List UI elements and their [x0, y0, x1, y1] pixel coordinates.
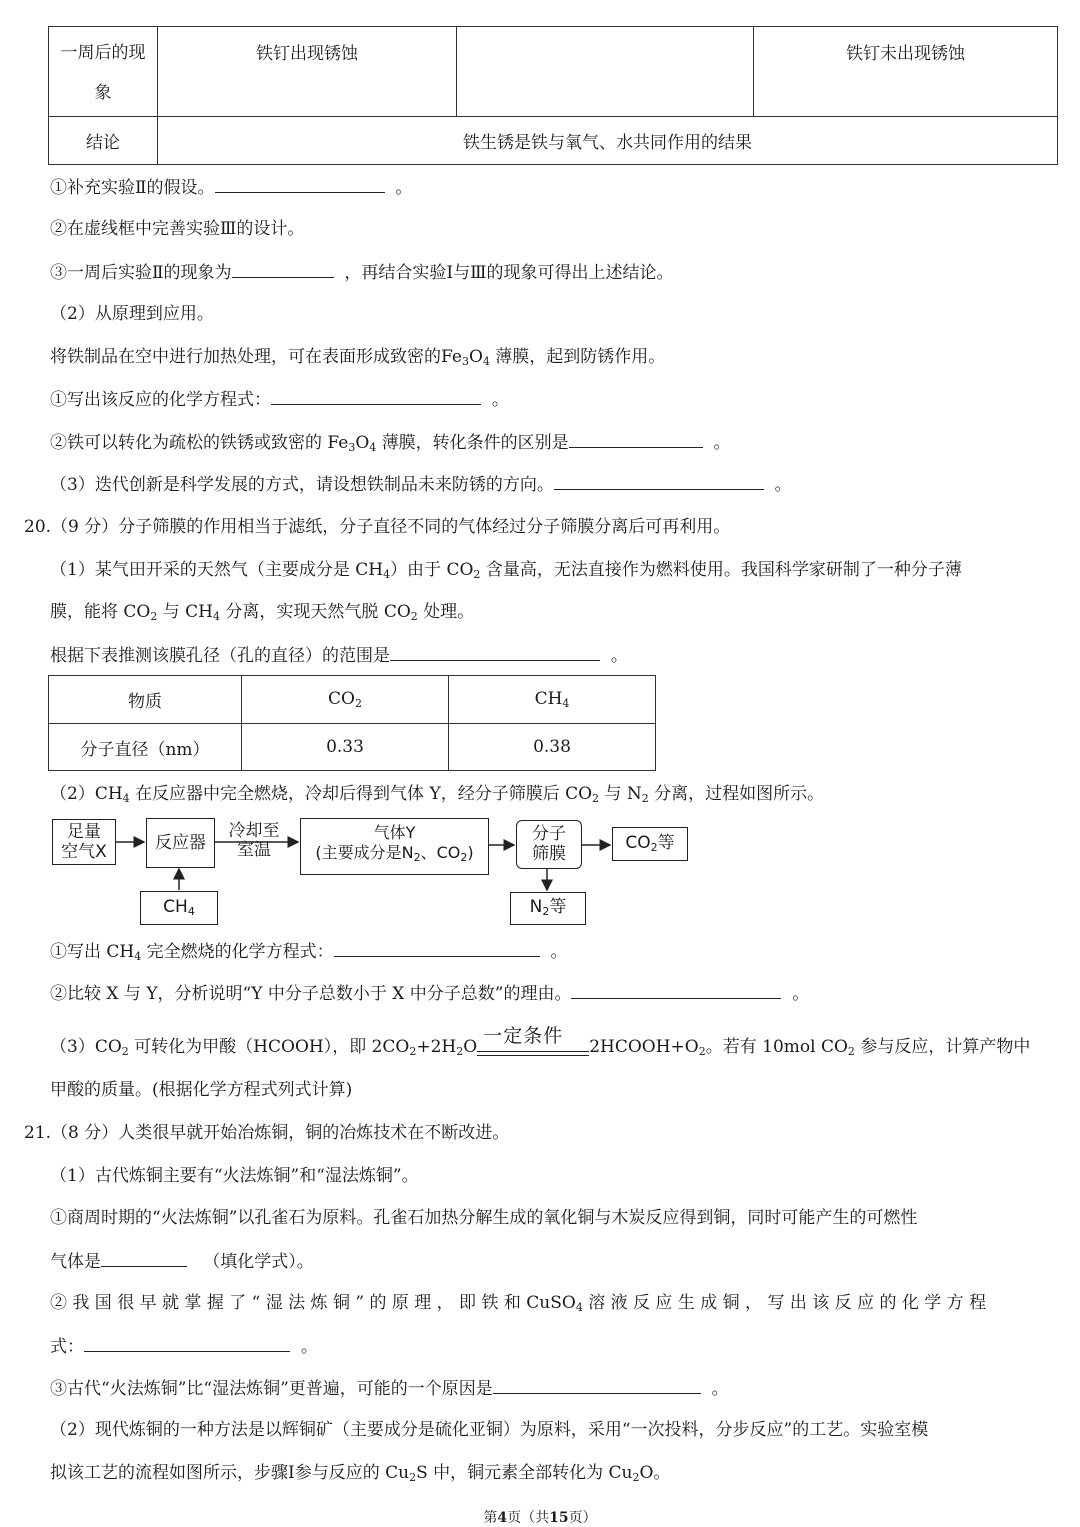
text: 含量高，无法直接作为燃料使用。我国科学家研制了一种分子薄 — [485, 560, 962, 580]
q20-part3-line1 — [50, 1025, 1031, 1063]
footer-suffix: 页） — [568, 1510, 597, 1526]
answer-blank[interactable] — [493, 1377, 701, 1394]
formula-sub: 4 — [213, 610, 221, 623]
text: 完全燃烧的化学方程式： — [146, 942, 334, 962]
air-label-line2: 空气X — [61, 842, 107, 862]
cell-exp1 — [158, 27, 457, 117]
q19-part2-q2-text-b: 薄膜，转化条件的区别是 — [381, 433, 569, 453]
formula-fe: Fe — [327, 433, 349, 453]
header-ch4 — [449, 676, 656, 724]
footer-prefix: 第 — [483, 1510, 498, 1526]
sieve-label-line2: 筛膜 — [532, 844, 566, 864]
header-substance — [49, 676, 242, 724]
text: 与 N — [604, 784, 642, 804]
row-label-diameter — [49, 724, 242, 771]
reaction-condition — [477, 1025, 589, 1063]
formula-sub: 2 — [409, 1471, 417, 1484]
value-co2 — [242, 724, 449, 771]
air-x-box — [52, 819, 116, 865]
formula-sub: 2 — [121, 1045, 129, 1058]
answer-blank[interactable] — [232, 261, 334, 278]
text: 拟该工艺的流程如图所示，步骤Ⅰ参与反应的 Cu — [50, 1463, 410, 1483]
page-number: 4 — [497, 1510, 508, 1526]
reactor-box — [146, 818, 215, 868]
reactor-label: 反应器 — [155, 833, 206, 853]
header-co2 — [242, 676, 449, 724]
answer-blank[interactable] — [84, 1335, 290, 1352]
period: 。 — [711, 1379, 729, 1399]
text: （1）某气田开采的天然气（主要成分是 CH — [50, 560, 384, 580]
text: 参与反应，计算产物中 — [860, 1037, 1031, 1057]
ch4-input-box — [140, 891, 218, 925]
q19-part2-q2 — [50, 431, 731, 459]
header-text: CH — [534, 689, 563, 709]
formula-sub: 4 — [369, 441, 377, 454]
observation-label: 一周后的现象 — [60, 43, 146, 103]
text: 式： — [50, 1337, 84, 1357]
molecule-diameter-table — [48, 675, 656, 771]
formula-sub: 4 — [122, 792, 130, 805]
text: （2）现代炼铜的一种方法是以辉铜矿（主要成分是硫化亚铜）为原料，采用“一次投料，分步反应”的工艺。实验室模 — [50, 1420, 929, 1440]
cool-label-line2: 室温 — [237, 840, 271, 860]
text: （3）CO — [50, 1037, 122, 1057]
q20-intro — [24, 516, 730, 538]
cool-label — [218, 822, 290, 860]
q19-sub3-text-b: ，再结合实验Ⅰ与Ⅲ的现象可得出上述结论。 — [344, 263, 674, 283]
q20-part1-question — [50, 644, 628, 667]
text: ③古代“火法炼铜”比“湿法炼铜”更普遍，可能的一个原因是 — [50, 1379, 493, 1399]
q19-sub2 — [50, 218, 304, 240]
formula-sub: 2 — [456, 1045, 464, 1058]
value-text: 0.38 — [533, 737, 571, 757]
conclusion-cell — [158, 117, 1058, 165]
text: 分离，过程如图所示。 — [654, 784, 825, 804]
text: 根据下表推测该膜孔径（孔的直径）的范围是 — [50, 646, 390, 666]
q19-part2-text-a: 将铁制品在空中进行加热处理，可在表面形成致密的 — [50, 347, 441, 367]
formula-sub: 2 — [460, 851, 468, 864]
text: 溶 液 反 应 生 成 铜 ， 写 出 该 反 应 的 化 学 方 程 — [588, 1293, 987, 1313]
value-text: 0.33 — [326, 737, 364, 757]
co2-output-box — [612, 827, 688, 861]
text: O。 — [639, 1463, 671, 1483]
formula-sub: 4 — [575, 1301, 583, 1314]
period: 。 — [792, 984, 810, 1004]
period: 。 — [300, 1337, 318, 1357]
formula-sub: 2 — [542, 905, 550, 918]
header-text: 物质 — [128, 692, 162, 712]
exp3-observation: 铁钉未出现锈蚀 — [846, 44, 965, 64]
header-text: CO — [328, 689, 355, 709]
q21-sub3 — [50, 1377, 729, 1400]
q21-part1 — [50, 1165, 419, 1187]
text: 21.（8 分）人类很早就开始冶炼铜，铜的冶炼技术在不断改进。 — [24, 1123, 510, 1143]
sieve-box — [516, 820, 582, 869]
formula-sub: 4 — [134, 950, 142, 963]
n2-output-box — [510, 892, 586, 925]
text: 气体是 — [50, 1252, 101, 1272]
row-label-observation — [49, 27, 158, 117]
q21-sub2-line2 — [50, 1335, 318, 1358]
formula-sub: 4 — [562, 697, 570, 710]
q19-part2-q2-text-a: ②铁可以转化为疏松的铁锈或致密的 — [50, 433, 322, 453]
page-footer — [0, 1507, 1080, 1527]
period: 。 — [550, 942, 568, 962]
text: （1）古代炼铜主要有“火法炼铜”和“湿法炼铜”。 — [50, 1166, 419, 1186]
q19-part3 — [50, 473, 792, 496]
text: 分离，实现天然气脱 CO — [225, 602, 411, 622]
formula-sub: 2 — [473, 568, 481, 581]
q19-sub3-text-a: ③一周后实验Ⅱ的现象为 — [50, 263, 232, 283]
text: （2）CH — [50, 784, 123, 804]
formula-sub: 2 — [847, 1045, 855, 1058]
q19-sub3 — [50, 261, 673, 284]
row-label-conclusion — [49, 117, 158, 165]
text: 等 — [657, 833, 675, 853]
formula-sub: 2 — [641, 792, 649, 805]
q21-sub1-line1 — [50, 1207, 917, 1229]
q19-part2-text — [50, 346, 665, 373]
condition-label: 一定条件 — [483, 1025, 564, 1047]
period: 。 — [610, 646, 628, 666]
air-label-line1: 足量 — [67, 822, 101, 842]
q21-part2-line1 — [50, 1419, 928, 1441]
text: 。若有 10mol CO — [705, 1037, 848, 1057]
text: CH — [163, 897, 188, 917]
formula-sub: 4 — [383, 568, 391, 581]
q20-sub1 — [50, 940, 567, 968]
text: 处理。 — [423, 602, 475, 622]
text: ①商周时期的“火法炼铜”以孔雀石为原料。孔雀石加热分解生成的氧化铜与木炭反应得到铜，同时可能产生的可燃性 — [50, 1208, 918, 1228]
text: (主要成分是N — [315, 843, 414, 862]
q20-part2 — [50, 783, 824, 810]
value-ch4 — [449, 724, 656, 771]
formula-o: O — [468, 347, 483, 367]
formula-sub: 4 — [482, 355, 490, 368]
formula-o: O — [355, 433, 370, 453]
answer-blank[interactable] — [554, 473, 764, 490]
answer-blank[interactable] — [569, 431, 703, 448]
q19-part2-q1 — [50, 388, 509, 411]
q19-part3-text: （3）迭代创新是科学发展的方式，请设想铁制品未来防锈的方向。 — [50, 475, 554, 495]
q20-part1-line2 — [50, 601, 474, 628]
row-label-text: 分子直径（nm） — [80, 739, 210, 760]
formula-sub: 2 — [410, 610, 418, 623]
period: 。 — [491, 390, 509, 410]
text: 、CO — [420, 843, 461, 862]
cool-label-line1: 冷却至 — [228, 821, 280, 841]
q20-sub2 — [50, 982, 809, 1005]
q19-sub2-text: ②在虚线框中完善实验Ⅲ的设计。 — [50, 219, 305, 239]
formula-sub: 3 — [461, 355, 469, 368]
answer-blank[interactable] — [334, 940, 540, 957]
formula-sub: 2 — [650, 841, 658, 854]
q19-part2 — [50, 303, 214, 325]
text: 等 — [549, 897, 567, 917]
q19-sub1 — [50, 176, 412, 199]
formula-sub: 2 — [413, 851, 421, 864]
cell-exp3 — [754, 27, 1058, 117]
text: 甲酸的质量。(根据化学方程式列式计算) — [50, 1080, 353, 1100]
text: （填化学式）。 — [203, 1252, 314, 1272]
text: +2H — [416, 1037, 457, 1057]
formula-sub: 2 — [698, 1045, 706, 1058]
q19-sub1-text: ①补充实验Ⅱ的假设。 — [50, 178, 215, 198]
q21-sub1-line2 — [50, 1250, 314, 1273]
text: ) — [467, 843, 474, 862]
text: ①写出 CH — [50, 942, 135, 962]
total-pages: 15 — [549, 1510, 569, 1526]
q21-sub2-line1 — [50, 1292, 986, 1319]
text: O — [463, 1037, 478, 1057]
formula-sub: 2 — [592, 792, 600, 805]
period: 。 — [395, 178, 413, 198]
text: 在反应器中完全燃烧，冷却后得到气体 Y，经分子筛膜后 CO — [135, 784, 593, 804]
q19-part2-title: （2）从原理到应用。 — [50, 304, 214, 324]
gas-label-line2 — [301, 843, 488, 868]
period: 。 — [774, 475, 792, 495]
formula-sub: 2 — [632, 1471, 640, 1484]
text: 膜，能将 CO — [50, 602, 151, 622]
cell-exp2 — [457, 27, 754, 117]
formula-fe: Fe — [441, 347, 462, 367]
period: 。 — [713, 433, 731, 453]
formula-sub: 2 — [150, 610, 158, 623]
q20-intro-text: 20.（9 分）分子筛膜的作用相当于滤纸，分子直径不同的气体经过分子筛膜分离后可再利用。 — [24, 517, 731, 537]
experiment-table — [48, 26, 1058, 165]
text: S 中，铜元素全部转化为 Cu — [416, 1463, 633, 1483]
text: ）由于 CO — [390, 560, 474, 580]
formula-sub: 3 — [348, 441, 356, 454]
gas-y-box — [300, 818, 489, 875]
text: 2HCOOH+O — [589, 1037, 699, 1057]
answer-blank[interactable] — [215, 176, 385, 193]
text: CO — [625, 833, 651, 853]
q20-part3-line2 — [50, 1079, 352, 1101]
text: N — [529, 897, 543, 917]
q21-intro — [24, 1122, 509, 1144]
answer-blank[interactable] — [271, 388, 481, 405]
answer-blank[interactable] — [101, 1250, 187, 1267]
formula-sub: 2 — [409, 1045, 417, 1058]
footer-mid: 页（共 — [507, 1510, 550, 1526]
answer-blank[interactable] — [571, 982, 781, 999]
text: 可转化为甲酸（HCOOH），即 2CO — [134, 1037, 410, 1057]
gas-label-line1: 气体Y — [373, 823, 416, 842]
formula-sub: 2 — [354, 697, 362, 710]
text: ②比较 X 与 Y，分析说明“Y 中分子总数小于 X 中分子总数”的理由。 — [50, 984, 572, 1004]
q21-part2-line2 — [50, 1462, 670, 1489]
conclusion-text: 铁生锈是铁与氧气、水共同作用的结果 — [463, 133, 752, 153]
answer-blank[interactable] — [390, 644, 600, 661]
equals-sign-double-line — [477, 1051, 589, 1056]
formula-sub: 4 — [187, 905, 195, 918]
q20-part1-line1 — [50, 559, 962, 586]
conclusion-label: 结论 — [86, 133, 120, 153]
text: ② 我 国 很 早 就 掌 握 了 “ 湿 法 炼 铜 ” 的 原 理 ， 即 铁 和 CuSO — [50, 1293, 576, 1313]
text: 与 CH — [162, 602, 214, 622]
sieve-label-line1: 分子 — [532, 824, 566, 844]
q19-part2-q1-text: ①写出该反应的化学方程式： — [50, 390, 271, 410]
q19-part2-text-b: 薄膜，起到防锈作用。 — [495, 347, 666, 367]
exp1-observation: 铁钉出现锈蚀 — [256, 44, 358, 64]
